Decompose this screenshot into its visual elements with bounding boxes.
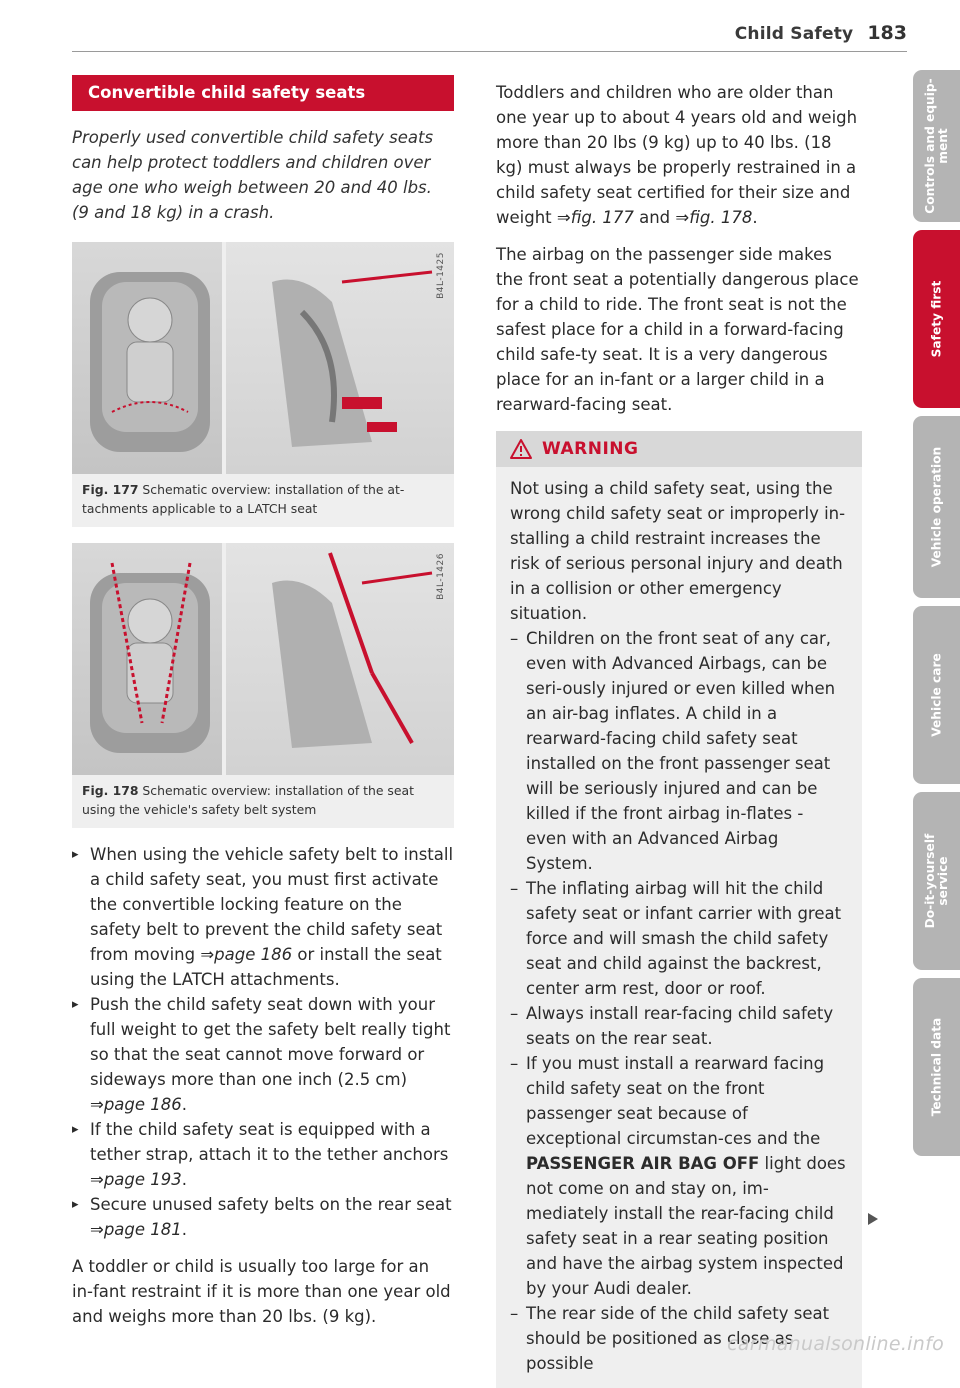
- warning-title: WARNING: [542, 439, 639, 459]
- belt-seat-illustration: [72, 543, 454, 775]
- tab-do-it-yourself-service[interactable]: Do-it-yourself service: [913, 792, 960, 970]
- tab-vehicle-care[interactable]: Vehicle care: [913, 606, 960, 784]
- list-item: ▸ When using the vehicle safety belt to install a child safety seat, you must first activate the convertible locking feature on the safety belt to prevent the child safety seat from moving ⇒page 186 or install the seat using the LATCH attachments.: [72, 842, 454, 992]
- tab-technical-data[interactable]: Technical data: [913, 978, 960, 1156]
- list-item: – The inflating airbag will hit the child safety seat or infant carrier with great force and will smash the child safety seat and child against the backrest, center arm rest, door or roof.: [510, 876, 848, 1001]
- tab-controls-and-equipment[interactable]: Controls and equip- ment: [913, 70, 960, 222]
- figure-caption-text: Schematic overview: installation of the seat using the vehicle's safety belt system: [82, 783, 414, 817]
- continue-arrow-icon: [868, 1213, 878, 1225]
- figure-code: B4L-1425: [436, 252, 446, 299]
- warning-header: [496, 431, 862, 467]
- page-ref-link[interactable]: ⇒page 181: [90, 1220, 182, 1239]
- warning-box: [496, 431, 862, 1388]
- indicator-name: PASSENGER AIR BAG OFF: [526, 1154, 760, 1173]
- page-header: [735, 22, 907, 44]
- figure-caption-text: Schematic overview: installation of the at-tachments applicable to a LATCH seat: [82, 482, 405, 516]
- header-section-title: Child Safety: [734, 24, 854, 44]
- figure-177: [72, 242, 454, 527]
- list-item: ▸ If the child safety seat is equipped with a tether strap, attach it to the tether anchors ⇒page 193.: [72, 1117, 454, 1192]
- warning-body: [496, 467, 862, 1388]
- page-number: 183: [867, 22, 907, 44]
- figure-image: [72, 242, 454, 474]
- list-item: – The rear side of the child safety seat should be positioned as close as possible: [510, 1301, 848, 1376]
- list-item: – If you must install a rearward facing child safety seat on the front passenger seat because of exceptional circumstan-ces and the PASSENGER AIR BAG OFF light does not come on and stay on, im-mediately install the rear-facing child safety seat in a rear seating position and have the airbag system inspected by your Audi dealer.: [510, 1051, 848, 1301]
- figure-ref-link[interactable]: ⇒fig. 177: [556, 208, 634, 227]
- figure-caption: [72, 775, 454, 828]
- page-ref-link[interactable]: ⇒page 186: [200, 945, 293, 964]
- list-item: – Children on the front seat of any car, even with Advanced Airbags, can be seri-ously injured or even killed when an air-bag inflates. A child in a rearward-facing child safety seat installed on the front passenger seat will be seriously injured and can be killed if the front airbag in-flates - even with an Advanced Airbag System.: [510, 626, 848, 876]
- page-ref-link[interactable]: ⇒page 186: [90, 1095, 182, 1114]
- tab-safety-first[interactable]: Safety first: [913, 230, 960, 408]
- figure-code: B4L-1426: [436, 553, 446, 600]
- right-column: [496, 80, 862, 1388]
- figure-caption: [72, 474, 454, 527]
- warning-triangle-icon: [510, 439, 532, 459]
- section-title: Convertible child safety seats: [72, 75, 454, 111]
- paragraph: The airbag on the passenger side makes the front seat a potentially dangerous place for a child to ride. The front seat is not the safest place for a child in a forward-facing child safe-ty seat. It is a very dangerous place for an in-fant or a larger child in a rearward-facing seat.: [496, 245, 859, 414]
- list-item: ▸ Secure unused safety belts on the rear seat ⇒page 181.: [72, 1192, 454, 1242]
- tab-vehicle-operation[interactable]: Vehicle operation: [913, 416, 960, 598]
- page-ref-link[interactable]: ⇒page 193: [90, 1170, 182, 1189]
- figure-ref-link[interactable]: ⇒fig. 178: [675, 208, 753, 227]
- figure-image: [72, 543, 454, 775]
- list-item: – Always install rear-facing child safety seats on the rear seat.: [510, 1001, 848, 1051]
- paragraph: Toddlers and children who are older than one year up to about 4 years old and weigh more than 20 lbs (9 kg) up to 40 lbs. (18 kg) must always be properly restrained in a child safety seat certified for their size and weight ⇒fig. 177 and ⇒fig. 178.: [496, 83, 858, 227]
- list-item: ▸ Push the child safety seat down with your full weight to get the safety belt really tight so that the seat cannot move forward or sideways more than one inch (2.5 cm) ⇒page 186.: [72, 992, 454, 1117]
- chapter-tabs: [913, 70, 960, 1164]
- watermark: carmanualsonline.info: [727, 1333, 944, 1355]
- intro-text: Properly used convertible child safety seats can help protect toddlers and children over age one who weigh between 20 and 40 lbs. (9 and 18 kg) in a crash.: [72, 128, 434, 222]
- figure-label: Fig. 177: [82, 482, 139, 497]
- left-column: [72, 75, 454, 1329]
- instruction-list: [72, 842, 454, 1242]
- warning-intro: Not using a child safety seat, using the wrong child safety seat or improperly in-stalling a child restraint increases the risk of serious personal injury and death in a collision or other emergency situation.: [510, 479, 846, 623]
- closing-paragraph: A toddler or child is usually too large for an in-fant restraint if it is more than one year old and weighs more than 20 lbs. (9 kg).: [72, 1257, 451, 1326]
- figure-178: [72, 543, 454, 828]
- latch-seat-illustration: [72, 242, 454, 474]
- figure-label: Fig. 178: [82, 783, 139, 798]
- header-rule: [72, 51, 907, 52]
